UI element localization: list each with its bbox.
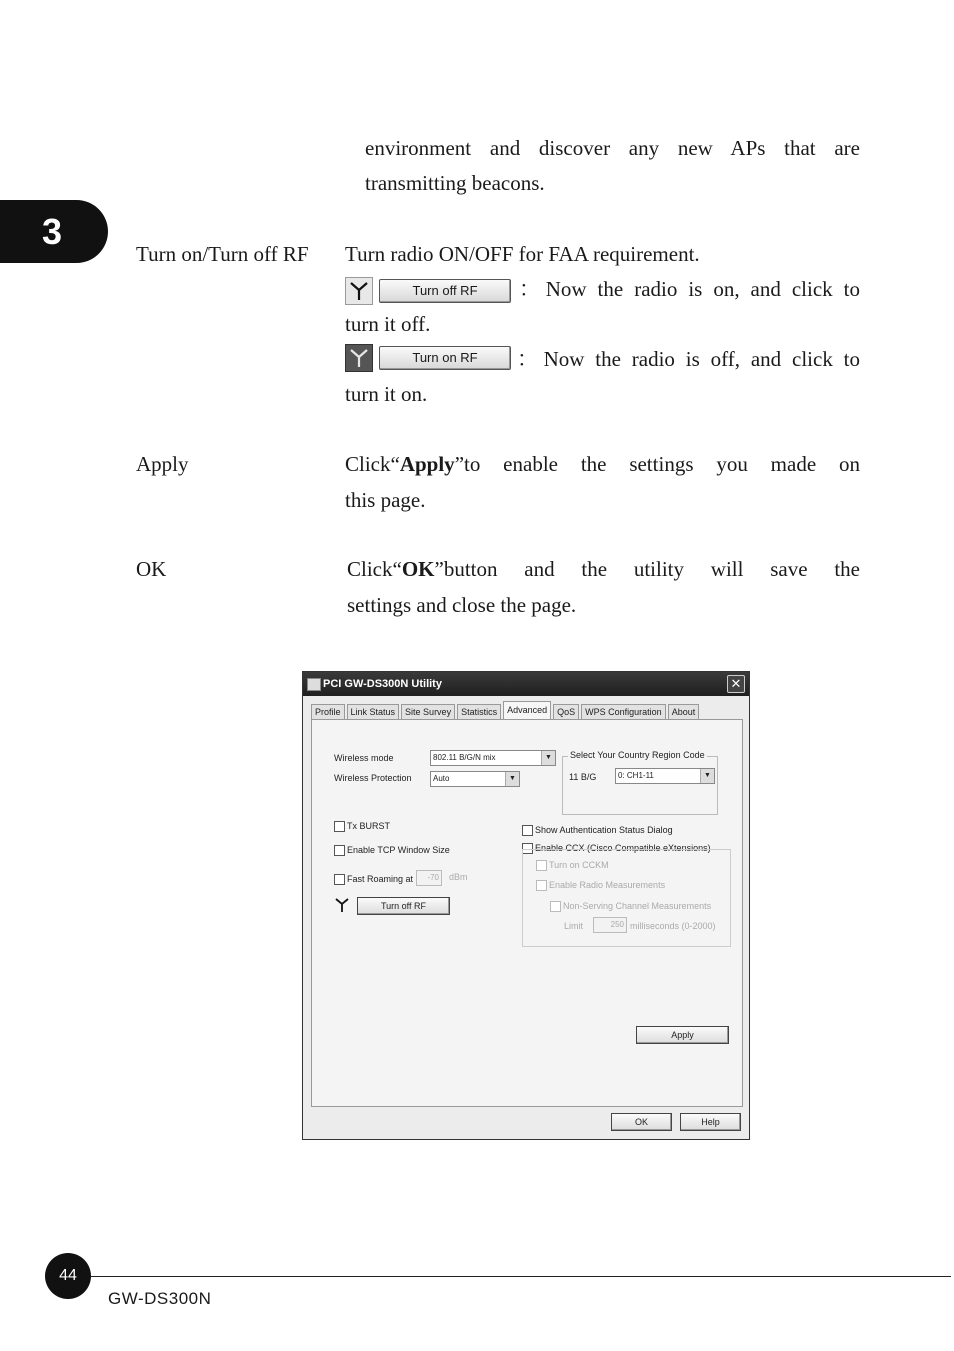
apply-button[interactable]: Apply: [636, 1026, 729, 1044]
rf-term: Turn on/Turn off RF: [136, 242, 309, 266]
country-band-label: 11 B/G: [569, 772, 597, 782]
limit-field[interactable]: 250: [593, 917, 627, 933]
country-region-group: [562, 756, 718, 815]
wireless-mode-label: Wireless mode: [334, 753, 394, 763]
wireless-mode-select[interactable]: 802.11 B/G/N mix ▼: [430, 750, 556, 766]
rf-on-text-2: turn it off.: [345, 312, 431, 336]
rf-on-row: [345, 277, 511, 305]
radio-measurements-label: Enable Radio Measurements: [549, 880, 666, 890]
fast-roaming-checkbox[interactable]: [334, 874, 345, 885]
tab-profile[interactable]: Profile: [311, 704, 345, 720]
ok-description: Click“OK”button and the utility will save the: [347, 557, 860, 581]
tx-burst-checkbox[interactable]: [334, 821, 345, 832]
wireless-protection-label: Wireless Protection: [334, 773, 412, 783]
tab-link-status[interactable]: Link Status: [347, 704, 400, 720]
ok-button[interactable]: OK: [611, 1113, 672, 1131]
chapter-marker: 3: [0, 200, 108, 263]
enable-ccx-label: Enable CCX (Cisco Compatible eXtensions): [535, 843, 711, 853]
close-icon[interactable]: ✕: [727, 675, 745, 693]
tab-site-survey[interactable]: Site Survey: [401, 704, 455, 720]
antenna-icon: [334, 897, 350, 913]
tab-wps-configuration[interactable]: WPS Configuration: [581, 704, 666, 720]
country-region-select[interactable]: 0: CH1-11 ▼: [615, 768, 715, 784]
rf-off-text: ：Now the radio is off, and click to: [517, 347, 860, 371]
intro-line-2: transmitting beacons.: [365, 171, 545, 195]
footer-model: GW-DS300N: [108, 1289, 212, 1308]
tab-qos[interactable]: QoS: [553, 704, 579, 720]
non-serving-checkbox[interactable]: [550, 901, 561, 912]
tcp-window-label: Enable TCP Window Size: [347, 845, 450, 855]
cckm-checkbox[interactable]: [536, 860, 547, 871]
wireless-protection-select[interactable]: Auto ▼: [430, 771, 520, 787]
radio-measurements-checkbox[interactable]: [536, 880, 547, 891]
intro-line-1: environment and discover any new APs that are: [365, 136, 860, 160]
tcp-window-checkbox[interactable]: [334, 845, 345, 856]
tab-advanced[interactable]: Advanced: [503, 701, 551, 720]
rf-description: Turn radio ON/OFF for FAA requirement.: [345, 242, 700, 266]
limit-unit: milliseconds (0-2000): [630, 921, 716, 931]
antenna-on-icon: [345, 277, 373, 305]
dialog-title: PCI GW-DS300N Utility: [323, 678, 442, 690]
fast-roaming-field[interactable]: -70: [416, 870, 442, 886]
tx-burst-label: Tx BURST: [347, 821, 391, 831]
cckm-label: Turn on CCKM: [549, 860, 609, 870]
advanced-panel: [311, 719, 743, 1107]
chevron-down-icon: ▼: [700, 769, 714, 783]
ok-description-2: settings and close the page.: [347, 593, 577, 617]
non-serving-label: Non-Serving Channel Measurements: [563, 901, 712, 911]
show-auth-checkbox[interactable]: [522, 825, 533, 836]
fast-roaming-unit: dBm: [449, 872, 468, 882]
rf-off-row: [345, 344, 511, 372]
antenna-off-icon: [345, 344, 373, 372]
dialog-titlebar: [303, 672, 749, 696]
page-number: 44: [45, 1253, 91, 1299]
rf-off-text-2: turn it on.: [345, 382, 428, 406]
chevron-down-icon: ▼: [505, 772, 519, 786]
turn-off-rf-dialog-button[interactable]: Turn off RF: [357, 897, 450, 915]
apply-description-2: this page.: [345, 488, 426, 512]
turn-off-rf-button[interactable]: Turn off RF: [379, 279, 511, 303]
show-auth-label: Show Authentication Status Dialog: [535, 825, 673, 835]
footer-rule: [68, 1276, 951, 1277]
utility-dialog: [302, 671, 750, 1140]
apply-description: Click“Apply”to enable the settings you made on: [345, 452, 860, 476]
app-logo-icon: [307, 678, 321, 691]
tab-bar: [311, 704, 699, 720]
chevron-down-icon: ▼: [541, 751, 555, 765]
tab-about[interactable]: About: [668, 704, 700, 720]
ok-term: OK: [136, 557, 167, 581]
tab-statistics[interactable]: Statistics: [457, 704, 501, 720]
rf-on-text: ：Now the radio is on, and click to: [519, 277, 860, 301]
apply-term: Apply: [136, 452, 189, 476]
help-button[interactable]: Help: [680, 1113, 741, 1131]
country-region-label: Select Your Country Region Code: [570, 750, 705, 760]
turn-on-rf-button[interactable]: Turn on RF: [379, 346, 511, 370]
fast-roaming-label: Fast Roaming at: [347, 874, 414, 884]
limit-label: Limit: [564, 921, 584, 931]
